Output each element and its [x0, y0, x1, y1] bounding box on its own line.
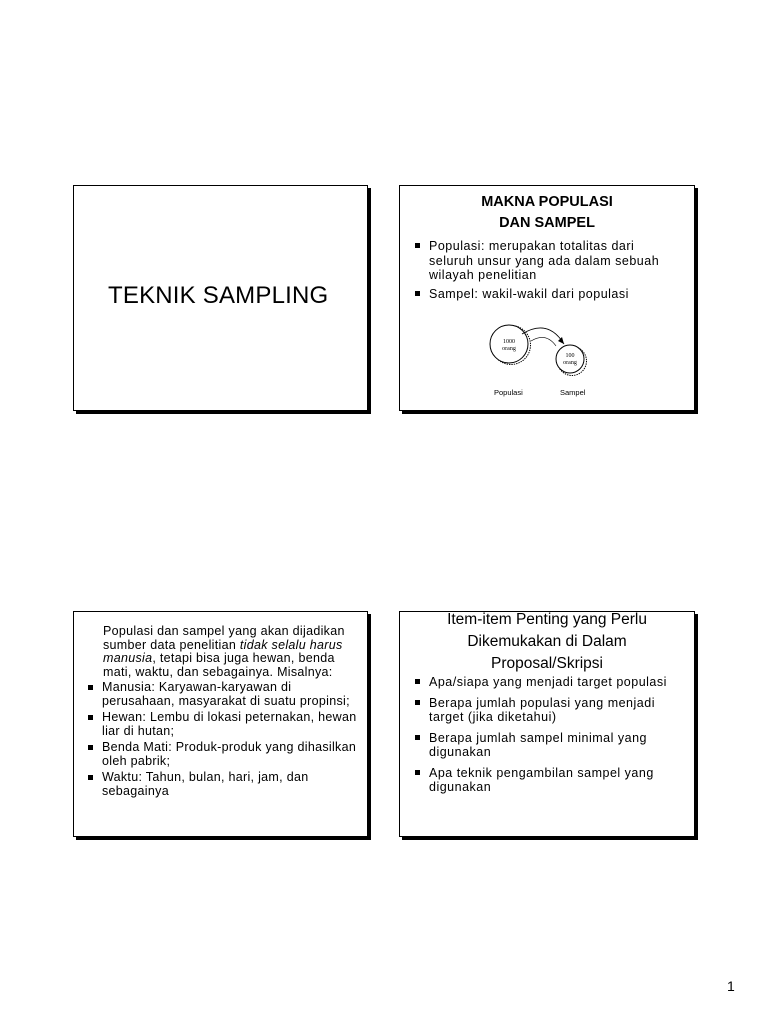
slide-title — [400, 192, 694, 234]
square-bullet-icon — [88, 685, 93, 690]
bullet-list — [414, 239, 682, 305]
square-bullet-icon — [415, 735, 420, 740]
slide-body — [87, 625, 357, 801]
list-item: Apa/siapa yang menjadi target populasi — [414, 675, 684, 690]
square-bullet-icon — [415, 243, 420, 248]
list-item: Populasi: merupakan totalitas dari seluruh unsur yang ada dalam sebuah wilayah penelitian — [414, 239, 682, 283]
bullet-list — [87, 681, 357, 798]
title-line: Proposal/Skripsi — [491, 655, 603, 672]
square-bullet-icon — [88, 715, 93, 720]
arrow-line-inner — [531, 337, 556, 346]
slide-item-penting — [399, 611, 695, 837]
list-item: Sampel: wakil-wakil dari populasi — [414, 287, 682, 302]
title-line: Item-item Penting yang Perlu — [447, 611, 647, 628]
square-bullet-icon — [88, 745, 93, 750]
square-bullet-icon — [415, 291, 420, 296]
list-item: Waktu: Tahun, bulan, hari, jam, dan sebagainya — [87, 771, 357, 798]
list-item: Manusia: Karyawan-karyawan di perusahaan, masyarakat di suatu propinsi; — [87, 681, 357, 708]
list-item: Berapa jumlah populasi yang menjadi target (jika diketahui) — [414, 696, 684, 725]
slide-populasi-examples — [73, 611, 368, 837]
title-line: MAKNA POPULASI — [481, 194, 613, 210]
list-item: Berapa jumlah sampel minimal yang digunakan — [414, 731, 684, 760]
sample-caption: Sampel — [560, 388, 586, 397]
slide-teknik-sampling — [73, 185, 368, 411]
square-bullet-icon — [88, 775, 93, 780]
list-item: Benda Mati: Produk-produk yang dihasilkan oleh pabrik; — [87, 741, 357, 768]
bullet-list — [414, 675, 684, 801]
population-count-label: 1000 orang — [502, 339, 516, 352]
slide-makna-populasi — [399, 185, 695, 411]
title-line: DAN SAMPEL — [499, 215, 595, 231]
title-line: Dikemukakan di Dalam — [467, 633, 627, 650]
sample-count-label: 100 orang — [563, 353, 577, 366]
square-bullet-icon — [415, 679, 420, 684]
list-item: Hewan: Lembu di lokasi peternakan, hewan liar di hutan; — [87, 711, 357, 738]
population-caption: Populasi — [494, 388, 523, 397]
list-item: Apa teknik pengambilan sampel yang digunakan — [414, 766, 684, 795]
page-number: 1 — [727, 978, 735, 994]
square-bullet-icon — [415, 770, 420, 775]
square-bullet-icon — [415, 700, 420, 705]
slide-title — [400, 609, 694, 675]
intro-paragraph: Populasi dan sampel yang akan dijadikan sumber data penelitian tidak selalu harus manusia, tetapi bisa juga hewan, benda mati, waktu, dan sebagainya. Misalnya: — [103, 624, 345, 679]
intro-emphasis: tidak selalu harus manusia — [103, 637, 343, 665]
slide-title: TEKNIK SAMPLING — [108, 282, 329, 309]
arrow-head-icon — [558, 337, 564, 344]
